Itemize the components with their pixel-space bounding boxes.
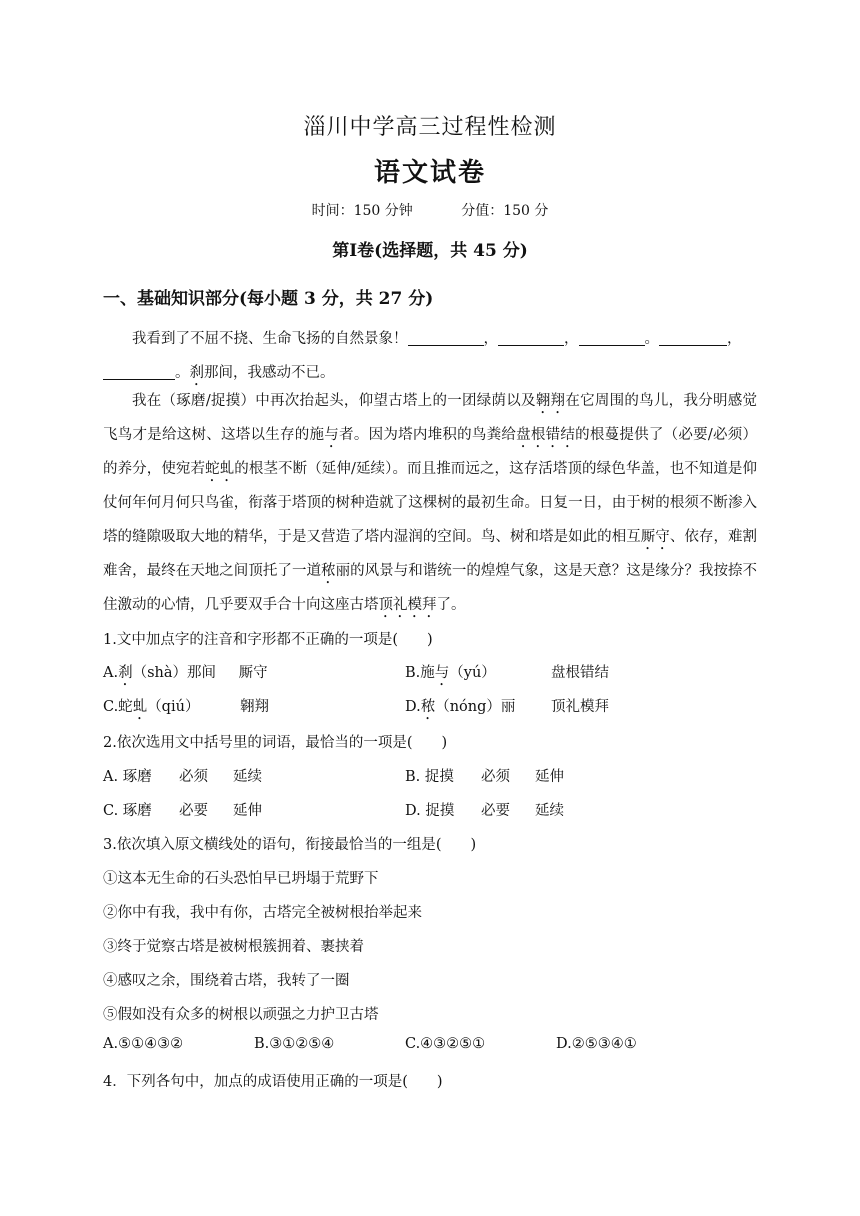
option-text: C.蛇 <box>103 699 133 715</box>
q3-item: ③终于觉察古塔是被树根簇拥着、裹挟着 <box>103 939 364 955</box>
punct: ， <box>483 331 498 347</box>
option-text: A. 琢磨 <box>103 769 152 785</box>
option-text: 延续 <box>233 769 262 785</box>
option-text: C. 琢磨 <box>103 803 152 819</box>
dotted-word: 翱翔 <box>535 393 566 409</box>
subject-title: 语文试卷 <box>373 158 486 188</box>
answer-blank-2[interactable] <box>498 329 564 346</box>
option-text: 必要 <box>179 803 208 819</box>
q1-option-b[interactable] <box>405 661 609 689</box>
question-3-stem: 3.依次填入原文横线处的语句，衔接最恰当的一组是( ) <box>103 837 477 853</box>
punct: 。 <box>175 365 190 381</box>
option-text: （nóng）丽 <box>435 699 516 715</box>
dotted-word: 与 <box>324 427 340 443</box>
paragraph-text: 的根茎不断（延伸/延续）。而且推而远之，这存活塔顶的绿色华盖，也不知道是仰仗何年何月何只鸟雀，衔落于塔顶的树种造就了这棵树的最初生命。日复一日，由于树的根须不断渗入塔的缝隙吸取大地的精华，于是又营造了塔内湿润的空间。鸟、树和塔是如此的相互 <box>103 461 758 545</box>
option-text: （shà）那间 <box>132 665 217 681</box>
part-title: 第Ⅰ卷(选择题，共 45 分) <box>332 241 528 261</box>
option-text: B.施 <box>405 665 435 681</box>
answer-blank-4[interactable] <box>659 329 727 346</box>
q3-item: ②你中有我，我中有你，古塔完全被树根抬举起来 <box>103 905 422 921</box>
q3-option-b[interactable]: B.③①②⑤④ <box>254 1036 335 1052</box>
dotted-char: 刹 <box>118 665 133 681</box>
option-word: 厮守 <box>238 665 268 681</box>
passage-paragraph-2 <box>103 384 757 622</box>
option-text: B. 捉摸 <box>405 769 454 785</box>
q2-option-b[interactable] <box>405 765 564 786</box>
option-text: 延续 <box>535 803 564 819</box>
option-letter: A. <box>103 665 119 681</box>
q3-item: ⑤假如没有众多的树根以顽强之力护卫古塔 <box>103 1007 379 1023</box>
q3-option-d[interactable]: D.②⑤③④① <box>556 1036 637 1052</box>
answer-blank-5[interactable] <box>103 363 175 380</box>
dotted-word: 秾 <box>321 563 336 579</box>
option-text: （yú） <box>449 665 496 681</box>
paragraph-text: 在它周围的鸟儿，我分明感觉飞鸟才是给这树、这塔以生存的施 <box>103 393 758 443</box>
paragraph-text: 了。 <box>436 597 466 613</box>
dotted-word: 盘根错结 <box>516 427 576 443</box>
option-text: （qiú） <box>147 699 200 715</box>
dotted-word: 蛇虬 <box>205 461 235 477</box>
dotted-char: 秾 <box>420 699 436 715</box>
school-title: 淄川中学高三过程性检测 <box>303 115 557 140</box>
question-4-stem: 4．下列各句中，加点的成语使用正确的一项是( ) <box>103 1074 443 1090</box>
q3-item: ①这本无生命的石头恐怕早已坍塌于荒野下 <box>103 871 379 887</box>
q2-option-d[interactable] <box>405 799 564 820</box>
punct: ， <box>564 331 579 347</box>
paragraph-text: 、依存，难割难舍，最终在天地之间顶托了一道 <box>103 529 758 579</box>
paragraph-text: 那间，我感动不已。 <box>204 365 335 381</box>
q1-option-a[interactable] <box>103 661 268 689</box>
option-text: 延伸 <box>535 769 564 785</box>
q1-option-d[interactable] <box>405 695 609 723</box>
dotted-char: 虬 <box>132 699 148 715</box>
dotted-char: 与 <box>434 665 450 681</box>
option-text: D. <box>405 699 421 715</box>
option-text: 必须 <box>481 769 510 785</box>
option-text: 延伸 <box>233 803 262 819</box>
option-word: 盘根错结 <box>551 665 609 681</box>
answer-blank-3[interactable] <box>579 329 645 346</box>
q3-option-a[interactable]: A.⑤①④③② <box>103 1036 184 1052</box>
option-text: 必须 <box>179 769 208 785</box>
q2-option-a[interactable] <box>103 765 262 786</box>
paragraph-text: 的根蔓提供了（必要/必须）的养分，使宛若 <box>103 427 758 477</box>
exam-time: 时间：150 分钟 <box>311 203 413 219</box>
section-title: 一、基础知识部分(每小题 3 分，共 27 分) <box>103 289 434 309</box>
option-text: D. 捉摸 <box>405 803 455 819</box>
punct: ， <box>727 331 742 347</box>
paragraph-text: 我看到了不屈不挠、生命飞扬的自然景象！ <box>132 331 408 347</box>
paragraph-text: 者。因为塔内堆积的鸟粪给 <box>339 427 517 443</box>
dotted-word: 厮守 <box>640 529 670 545</box>
question-2-stem: 2.依次选用文中括号里的词语，最恰当的一项是( ) <box>103 735 448 751</box>
q1-option-c[interactable] <box>103 695 269 723</box>
answer-blank-1[interactable] <box>408 329 484 346</box>
punct: 。 <box>644 331 659 347</box>
question-1-stem: 1.文中加点字的注音和字形都不正确的一项是( ) <box>103 632 433 648</box>
dotted-char: 刹 <box>189 365 204 381</box>
option-text: 必要 <box>481 803 510 819</box>
q2-option-c[interactable] <box>103 799 262 820</box>
paragraph-text: 丽的风景与和谐统一的煌煌气象，这是天意？这是缘分？我按捺不住激动的心情，几乎要双手合十向这座古塔 <box>103 563 758 613</box>
exam-score: 分值：150 分 <box>461 203 549 219</box>
option-word: 顶礼模拜 <box>551 699 609 715</box>
exam-meta <box>0 200 860 220</box>
passage-paragraph-1 <box>103 322 757 390</box>
q3-item: ④感叹之余，围绕着古塔，我转了一圈 <box>103 973 350 989</box>
dotted-word: 顶礼模拜 <box>378 597 437 613</box>
q3-option-c[interactable]: C.④③②⑤① <box>405 1036 486 1052</box>
option-word: 翱翔 <box>240 699 269 715</box>
paragraph-text: 我在（琢磨/捉摸）中再次抬起头，仰望古塔上的一团绿荫以及 <box>132 393 536 409</box>
